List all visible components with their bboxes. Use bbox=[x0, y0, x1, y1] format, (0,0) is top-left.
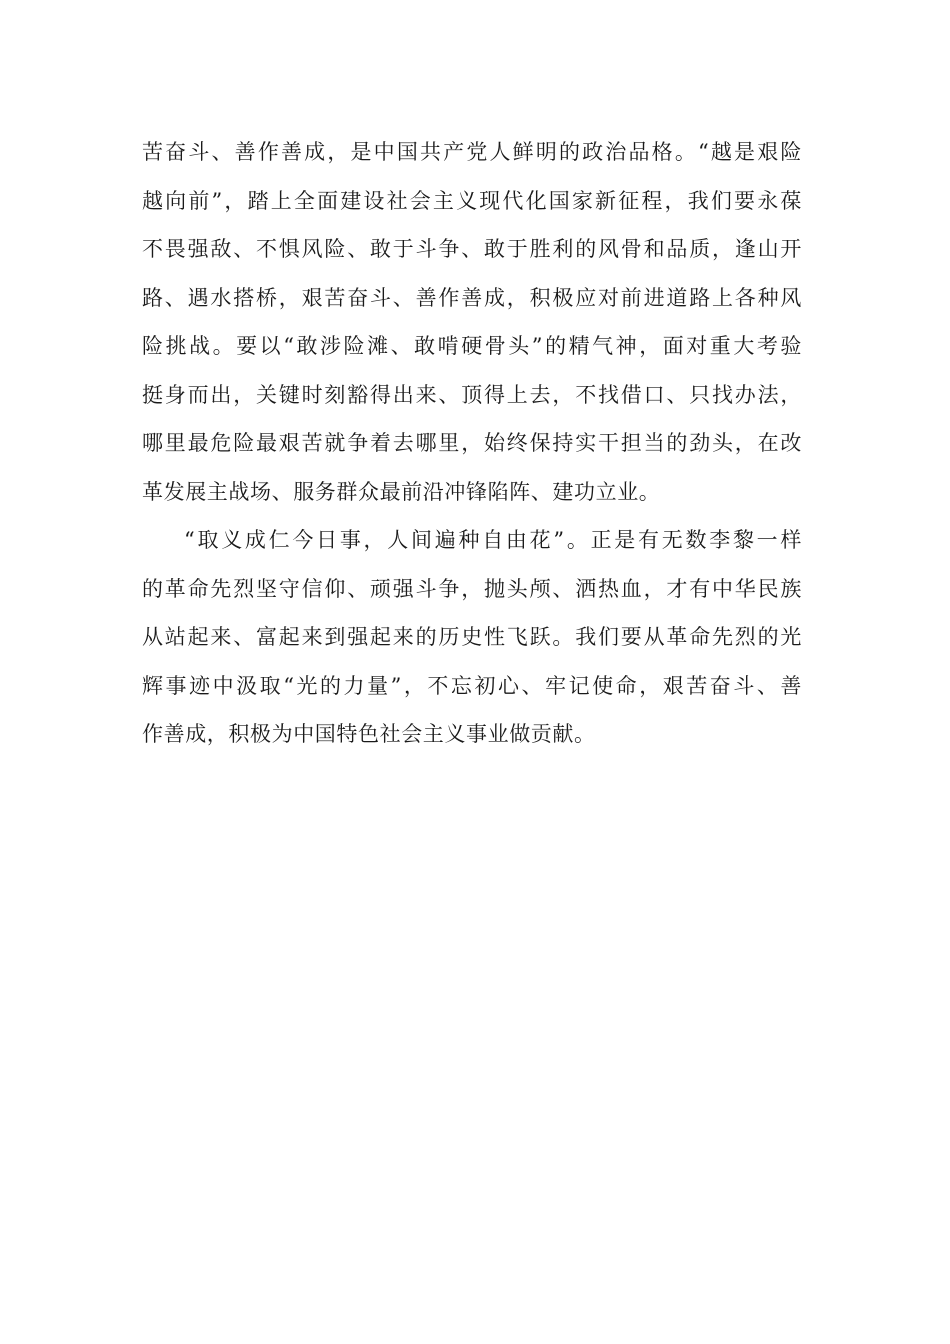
text-line: 哪里最危险最艰苦就争着去哪里，始终保持实干担当的劲头，在改 bbox=[142, 431, 802, 455]
text-line: 革发展主战场、服务群众最前沿冲锋陷阵、建功立业。 bbox=[142, 479, 661, 504]
paragraph-1 bbox=[142, 128, 802, 516]
paragraph-2 bbox=[142, 516, 802, 759]
text-line: 路、遇水搭桥，艰苦奋斗、善作善成，积极应对前进道路上各种风 bbox=[142, 285, 802, 310]
text-line: 的革命先烈坚守信仰、顽强斗争，抛头颅、洒热血，才有中华民族 bbox=[142, 576, 802, 601]
text-line: 越向前”，踏上全面建设社会主义现代化国家新征程，我们要永葆 bbox=[142, 188, 802, 213]
text-line: 作善成，积极为中国特色社会主义事业做贡献。 bbox=[142, 722, 596, 746]
text-line: 辉事迹中汲取“光的力量”，不忘初心、牢记使命，艰苦奋斗、善 bbox=[142, 673, 802, 698]
text-line: 险挑战。要以“敢涉险滩、敢啃硬骨头”的精气神，面对重大考验 bbox=[142, 334, 802, 358]
document-body bbox=[142, 128, 802, 759]
text-line: 不畏强敌、不惧风险、敢于斗争、敢于胜利的风骨和品质，逢山开 bbox=[142, 237, 802, 261]
text-line: 从站起来、富起来到强起来的历史性飞跃。我们要从革命先烈的光 bbox=[142, 625, 802, 649]
text-line: 挺身而出，关键时刻豁得出来、顶得上去，不找借口、只找办法， bbox=[142, 382, 802, 407]
text-line: 苦奋斗、善作善成，是中国共产党人鲜明的政治品格。“越是艰险 bbox=[142, 140, 802, 164]
text-line: “取义成仁今日事，人间遍种自由花”。正是有无数李黎一样 bbox=[184, 528, 802, 552]
